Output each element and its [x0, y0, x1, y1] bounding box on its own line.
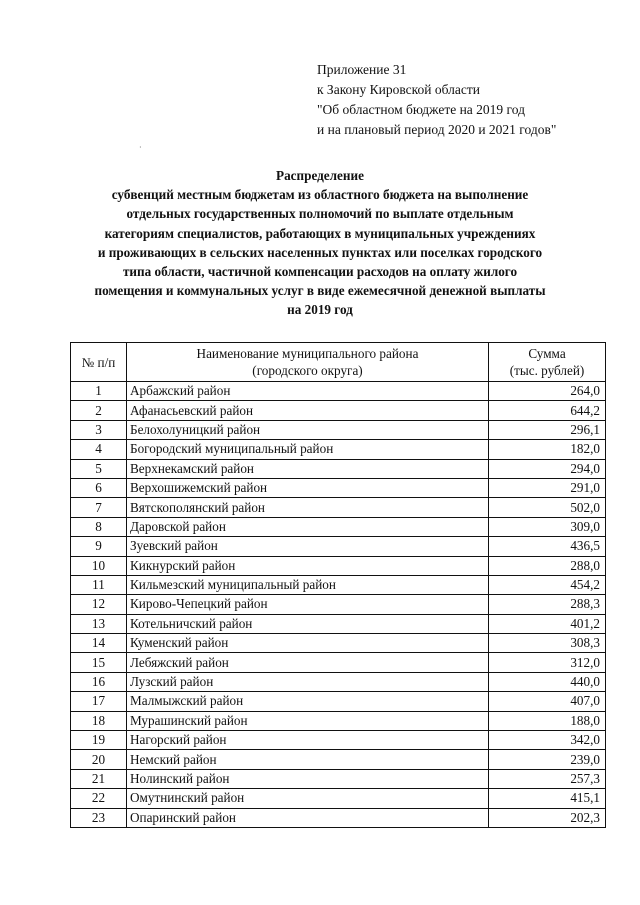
row-name: Немский район	[127, 750, 489, 769]
table-row	[71, 769, 606, 788]
row-num: 13	[71, 614, 127, 633]
row-name: Лебяжский район	[127, 653, 489, 672]
row-name: Нолинский район	[127, 769, 489, 788]
row-name: Верхошижемский район	[127, 478, 489, 497]
row-sum: 415,1	[489, 789, 606, 808]
table-row	[71, 692, 606, 711]
row-num: 2	[71, 401, 127, 420]
row-num: 22	[71, 789, 127, 808]
title-heading: Распределение	[276, 168, 364, 183]
table-row	[71, 440, 606, 459]
row-sum: 401,2	[489, 614, 606, 633]
row-sum: 288,0	[489, 556, 606, 575]
table-row	[71, 478, 606, 497]
table-row	[71, 614, 606, 633]
row-sum: 291,0	[489, 478, 606, 497]
title-line: категориям специалистов, работающих в муниципальных учреждениях	[104, 225, 536, 241]
row-sum: 308,3	[489, 634, 606, 653]
table-row	[71, 808, 606, 827]
appendix-line: "Об областном бюджете на 2019 год	[317, 102, 525, 117]
row-num: 11	[71, 575, 127, 594]
row-name: Арбажский район	[127, 382, 489, 401]
table-row	[71, 459, 606, 478]
table-row	[71, 575, 606, 594]
row-num: 5	[71, 459, 127, 478]
row-num: 12	[71, 595, 127, 614]
scan-dot: ·	[139, 143, 142, 152]
row-num: 9	[71, 537, 127, 556]
table-row	[71, 401, 606, 420]
appendix-line: Приложение 31	[317, 62, 407, 77]
row-sum: 440,0	[489, 672, 606, 691]
table-row	[71, 556, 606, 575]
row-sum: 342,0	[489, 731, 606, 750]
row-num: 3	[71, 420, 127, 439]
table-row	[71, 672, 606, 691]
header-sum: Сумма (тыс. рублей)	[489, 343, 606, 382]
row-name: Опаринский район	[127, 808, 489, 827]
row-num: 18	[71, 711, 127, 730]
row-sum: 294,0	[489, 459, 606, 478]
row-sum: 309,0	[489, 517, 606, 536]
row-name: Котельничский район	[127, 614, 489, 633]
table-row	[71, 711, 606, 730]
row-name: Зуевский район	[127, 537, 489, 556]
row-num: 16	[71, 672, 127, 691]
title-line: и проживающих в сельских населенных пунктах или поселках городского	[97, 244, 543, 260]
header-num: № п/п	[71, 343, 127, 382]
row-name: Кикнурский район	[127, 556, 489, 575]
row-name: Омутнинский район	[127, 789, 489, 808]
table-row	[71, 595, 606, 614]
table-row	[71, 731, 606, 750]
subsidy-table	[70, 342, 606, 828]
row-name: Белохолуницкий район	[127, 420, 489, 439]
table-row	[71, 634, 606, 653]
row-name: Афанасьевский район	[127, 401, 489, 420]
appendix-header	[317, 60, 556, 140]
row-name: Нагорский район	[127, 731, 489, 750]
document-title	[30, 166, 610, 320]
row-sum: 239,0	[489, 750, 606, 769]
row-sum: 182,0	[489, 440, 606, 459]
table-row	[71, 382, 606, 401]
row-num: 19	[71, 731, 127, 750]
row-name: Кильмезский муниципальный район	[127, 575, 489, 594]
row-sum: 312,0	[489, 653, 606, 672]
row-name: Лузский район	[127, 672, 489, 691]
row-sum: 644,2	[489, 401, 606, 420]
row-sum: 264,0	[489, 382, 606, 401]
title-line: помещения и коммунальных услуг в виде ежемесячной денежной выплаты	[94, 283, 546, 299]
row-name: Куменский район	[127, 634, 489, 653]
table-row	[71, 653, 606, 672]
table-row	[71, 498, 606, 517]
row-num: 15	[71, 653, 127, 672]
row-sum: 202,3	[489, 808, 606, 827]
row-name: Вятскополянский район	[127, 498, 489, 517]
header-name: Наименование муниципального района (городского округа)	[127, 343, 489, 382]
appendix-line: и на плановый период 2020 и 2021 годов"	[317, 122, 557, 137]
row-sum: 454,2	[489, 575, 606, 594]
table-row	[71, 750, 606, 769]
row-sum: 188,0	[489, 711, 606, 730]
row-name: Даровской район	[127, 517, 489, 536]
row-num: 7	[71, 498, 127, 517]
row-num: 17	[71, 692, 127, 711]
row-name: Малмыжский район	[127, 692, 489, 711]
title-line: на 2019 год	[287, 302, 353, 318]
table-row	[71, 517, 606, 536]
row-num: 1	[71, 382, 127, 401]
row-name: Мурашинский район	[127, 711, 489, 730]
row-sum: 436,5	[489, 537, 606, 556]
row-num: 8	[71, 517, 127, 536]
row-sum: 407,0	[489, 692, 606, 711]
row-num: 4	[71, 440, 127, 459]
row-num: 10	[71, 556, 127, 575]
row-name: Верхнекамский район	[127, 459, 489, 478]
row-num: 14	[71, 634, 127, 653]
row-num: 23	[71, 808, 127, 827]
table-row	[71, 789, 606, 808]
title-line: отдельных государственных полномочий по выплате отдельным	[126, 206, 514, 222]
table-row	[71, 420, 606, 439]
table-header-row	[71, 343, 606, 382]
row-num: 6	[71, 478, 127, 497]
row-sum: 257,3	[489, 769, 606, 788]
row-name: Кирово-Чепецкий район	[127, 595, 489, 614]
appendix-line: к Закону Кировской области	[317, 82, 481, 97]
title-line: типа области, частичной компенсации расходов на оплату жилого	[122, 264, 518, 280]
row-sum: 288,3	[489, 595, 606, 614]
row-sum: 502,0	[489, 498, 606, 517]
row-num: 21	[71, 769, 127, 788]
title-line: субвенций местным бюджетам из областного бюджета на выполнение	[111, 187, 529, 203]
row-name: Богородский муниципальный район	[127, 440, 489, 459]
row-sum: 296,1	[489, 420, 606, 439]
row-num: 20	[71, 750, 127, 769]
table-row	[71, 537, 606, 556]
